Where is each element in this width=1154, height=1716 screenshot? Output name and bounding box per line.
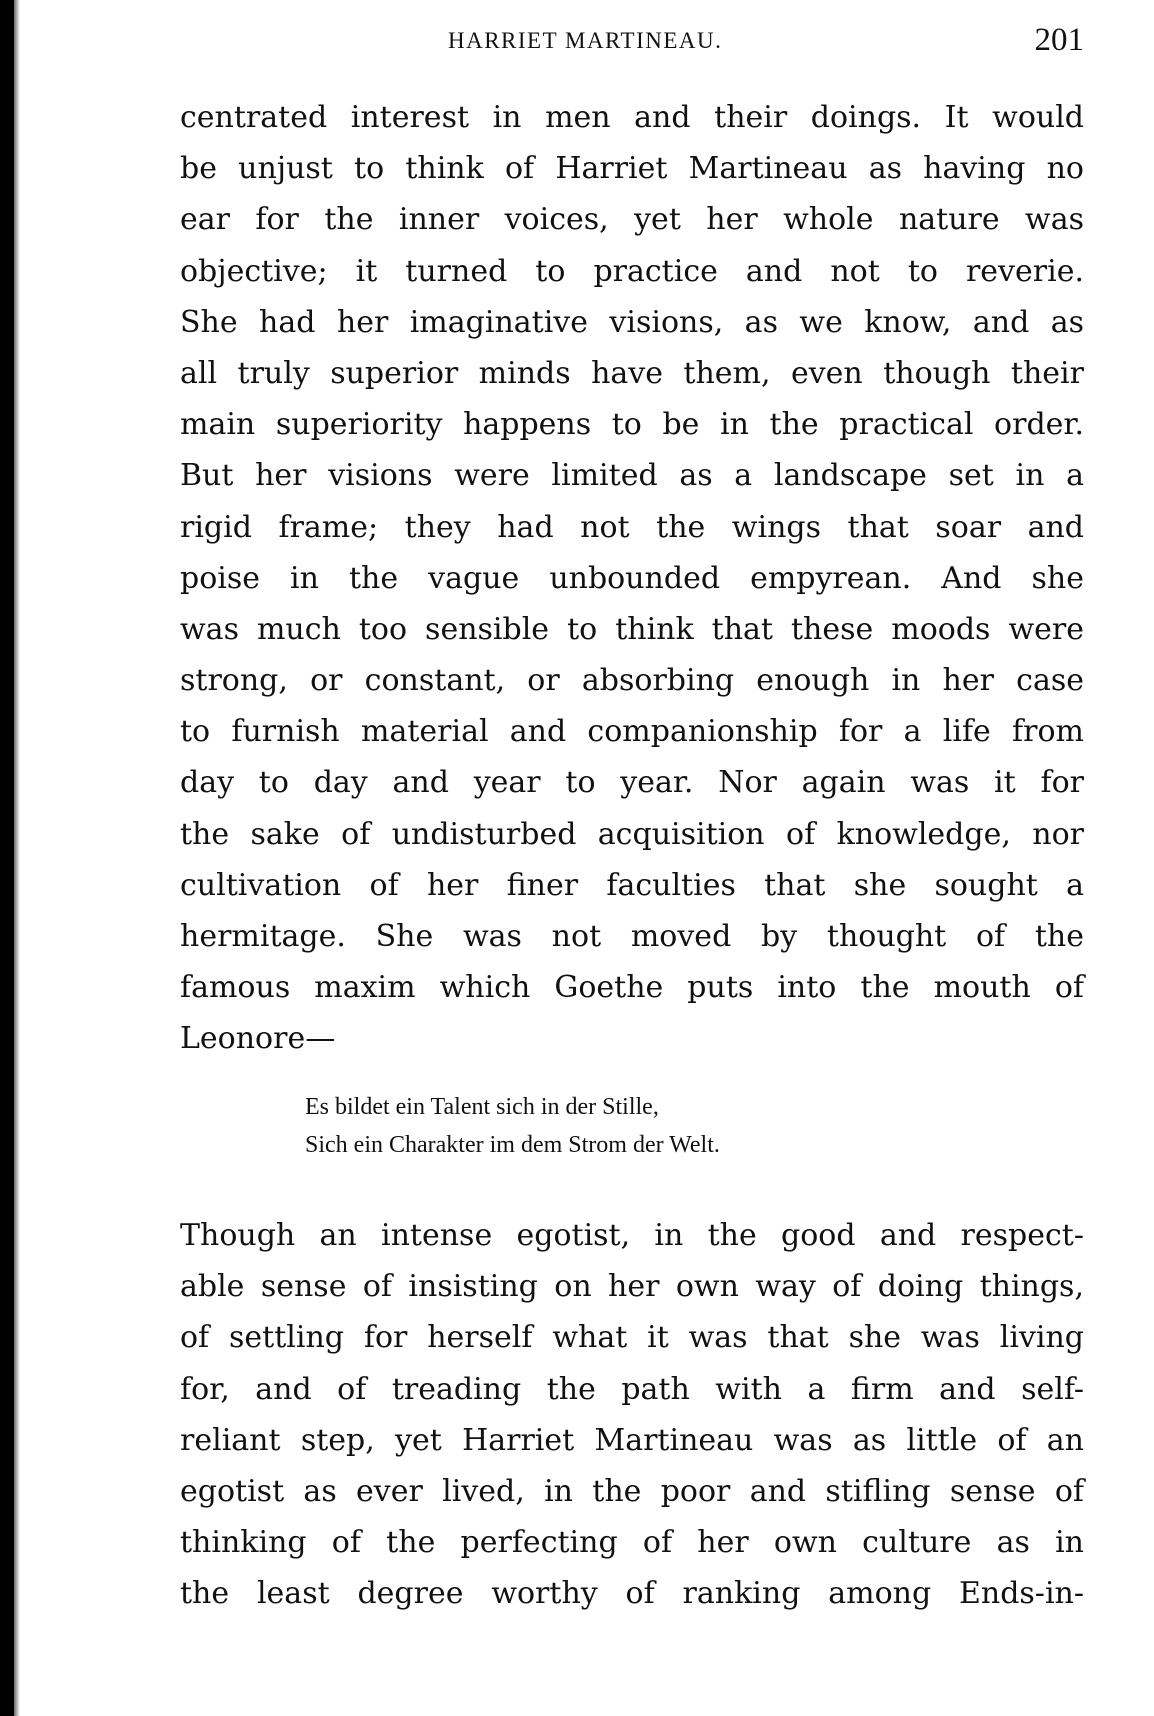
page-number: 201: [1034, 22, 1084, 58]
text-line: able sense of insisting on her own way of doing things,: [180, 1269, 1084, 1305]
text-line: day to day and year to year. Nor again was it for: [180, 765, 1084, 801]
goethe-verse-quote: [305, 1088, 945, 1164]
text-line: the sake of undisturbed acquisition of knowledge, nor: [180, 816, 1084, 852]
text-line: She had her imaginative visions, as we know, and as: [180, 304, 1084, 340]
text-line: the least degree worthy of ranking among Ends-in-: [180, 1576, 1084, 1612]
text-line: for, and of treading the path with a firm and self-: [180, 1371, 1084, 1407]
text-line: thinking of the perfecting of her own culture as in: [180, 1525, 1084, 1561]
text-line: was much too sensible to think that these moods were: [180, 611, 1084, 647]
running-title: HARRIET MARTINEAU.: [448, 28, 723, 53]
text-line: famous maxim which Goethe puts into the mouth of: [180, 970, 1084, 1006]
running-head: [180, 22, 1084, 62]
text-line: reliant step, yet Harriet Martineau was as little of an: [180, 1422, 1084, 1458]
text-line: But her visions were limited as a landscape set in a: [180, 458, 1084, 494]
text-line: be unjust to think of Harriet Martineau as having no: [180, 151, 1084, 187]
text-line: to furnish material and companionship for a life from: [180, 714, 1084, 750]
verse-line: Sich ein Charakter im dem Strom der Welt.: [305, 1132, 720, 1158]
paragraph-1: [180, 92, 1084, 1065]
text-line: egotist as ever lived, in the poor and stifling sense of: [180, 1473, 1084, 1509]
text-line: Though an intense egotist, in the good and respect-: [180, 1218, 1084, 1253]
text-line: strong, or constant, or absorbing enough in her case: [180, 663, 1084, 699]
text-line: of settling for herself what it was that she was living: [180, 1320, 1084, 1356]
text-line: all truly superior minds have them, even though their: [180, 355, 1084, 391]
text-line: rigid frame; they had not the wings that soar and: [180, 509, 1084, 545]
text-line: poise in the vague unbounded empyrean. And she: [180, 560, 1084, 596]
text-line: Leonore—: [180, 1021, 336, 1057]
text-line: hermitage. She was not moved by thought of the: [180, 919, 1084, 954]
verse-line: Es bildet ein Talent sich in der Stille,: [305, 1094, 659, 1120]
page-binding-shadow: [14, 0, 20, 1716]
text-line: objective; it turned to practice and not to reverie.: [180, 253, 1084, 289]
text-line: centrated interest in men and their doings. It would: [180, 100, 1084, 135]
text-line: main superiority happens to be in the practical order.: [180, 407, 1084, 443]
page-binding-edge: [0, 0, 14, 1716]
paragraph-2: [180, 1210, 1084, 1620]
text-line: cultivation of her finer faculties that she sought a: [180, 867, 1084, 903]
text-line: ear for the inner voices, yet her whole nature was: [180, 202, 1084, 238]
